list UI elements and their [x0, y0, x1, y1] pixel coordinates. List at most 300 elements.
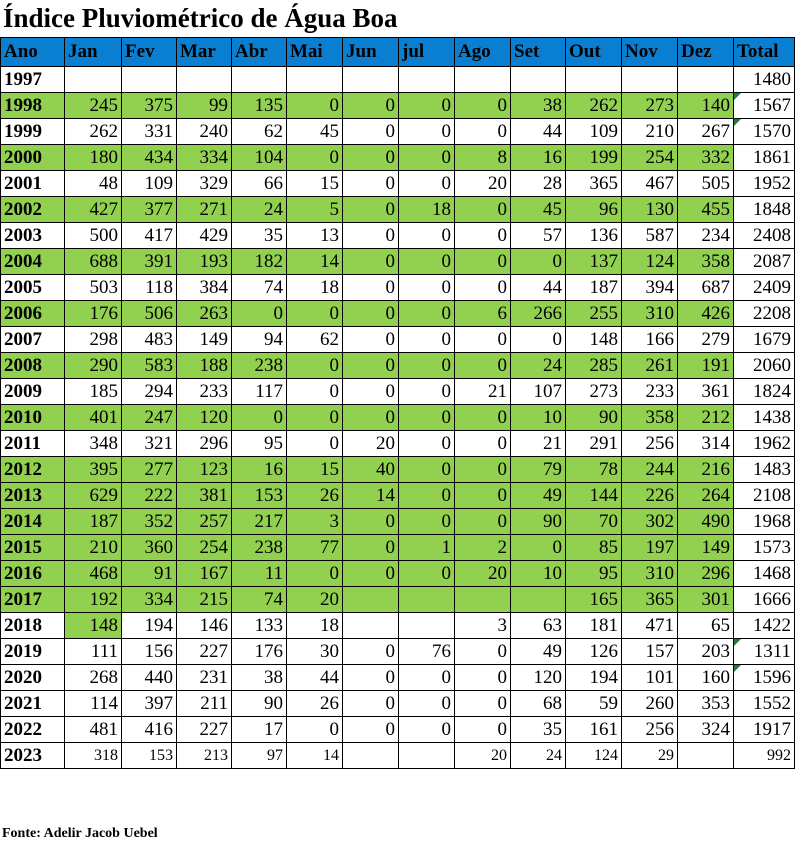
value-cell[interactable]: 44 — [511, 119, 566, 145]
value-cell[interactable]: 140 — [678, 93, 734, 119]
value-cell[interactable]: 26 — [287, 691, 343, 717]
value-cell[interactable]: 0 — [399, 223, 455, 249]
value-cell[interactable]: 429 — [177, 223, 232, 249]
value-cell[interactable]: 101 — [622, 665, 678, 691]
column-header[interactable]: jul — [399, 38, 455, 67]
value-cell[interactable] — [343, 587, 399, 613]
value-cell[interactable]: 95 — [232, 431, 287, 457]
value-cell[interactable] — [177, 67, 232, 93]
value-cell[interactable]: 394 — [622, 275, 678, 301]
value-cell[interactable]: 18 — [399, 197, 455, 223]
value-cell[interactable]: 20 — [287, 587, 343, 613]
value-cell[interactable]: 211 — [177, 691, 232, 717]
value-cell[interactable]: 0 — [343, 509, 399, 535]
value-cell[interactable]: 192 — [65, 587, 122, 613]
value-cell[interactable]: 234 — [678, 223, 734, 249]
value-cell[interactable]: 85 — [566, 535, 622, 561]
value-cell[interactable]: 0 — [399, 483, 455, 509]
value-cell[interactable]: 391 — [122, 249, 177, 275]
year-cell[interactable]: 2011 — [1, 431, 65, 457]
value-cell[interactable]: 233 — [177, 379, 232, 405]
value-cell[interactable]: 0 — [287, 561, 343, 587]
value-cell[interactable]: 0 — [343, 691, 399, 717]
value-cell[interactable] — [399, 743, 455, 769]
value-cell[interactable]: 331 — [122, 119, 177, 145]
value-cell[interactable]: 629 — [65, 483, 122, 509]
value-cell[interactable]: 0 — [343, 327, 399, 353]
value-cell[interactable]: 90 — [232, 691, 287, 717]
value-cell[interactable]: 505 — [678, 171, 734, 197]
value-cell[interactable]: 0 — [343, 93, 399, 119]
value-cell[interactable]: 255 — [566, 301, 622, 327]
value-cell[interactable]: 381 — [177, 483, 232, 509]
year-cell[interactable]: 2015 — [1, 535, 65, 561]
value-cell[interactable]: 135 — [232, 93, 287, 119]
value-cell[interactable]: 126 — [566, 639, 622, 665]
value-cell[interactable]: 310 — [622, 561, 678, 587]
value-cell[interactable]: 99 — [177, 93, 232, 119]
value-cell[interactable] — [343, 743, 399, 769]
value-cell[interactable]: 95 — [566, 561, 622, 587]
value-cell[interactable]: 0 — [455, 197, 511, 223]
value-cell[interactable]: 74 — [232, 275, 287, 301]
year-cell[interactable]: 2001 — [1, 171, 65, 197]
value-cell[interactable]: 29 — [622, 743, 678, 769]
year-cell[interactable]: 1997 — [1, 67, 65, 93]
value-cell[interactable]: 0 — [511, 535, 566, 561]
total-cell[interactable] — [734, 405, 795, 431]
value-cell[interactable]: 483 — [122, 327, 177, 353]
year-cell[interactable]: 2008 — [1, 353, 65, 379]
year-cell[interactable]: 2004 — [1, 249, 65, 275]
value-cell[interactable]: 0 — [343, 561, 399, 587]
value-cell[interactable]: 90 — [511, 509, 566, 535]
value-cell[interactable]: 0 — [287, 431, 343, 457]
value-cell[interactable]: 24 — [511, 743, 566, 769]
value-cell[interactable] — [343, 613, 399, 639]
value-cell[interactable]: 365 — [622, 587, 678, 613]
value-cell[interactable]: 185 — [65, 379, 122, 405]
value-cell[interactable]: 0 — [455, 353, 511, 379]
value-cell[interactable]: 227 — [177, 639, 232, 665]
value-cell[interactable]: 279 — [678, 327, 734, 353]
value-cell[interactable]: 187 — [566, 275, 622, 301]
value-cell[interactable]: 481 — [65, 717, 122, 743]
total-cell[interactable] — [734, 301, 795, 327]
value-cell[interactable]: 434 — [122, 145, 177, 171]
value-cell[interactable]: 587 — [622, 223, 678, 249]
value-cell[interactable] — [566, 67, 622, 93]
value-cell[interactable]: 109 — [122, 171, 177, 197]
value-cell[interactable] — [122, 67, 177, 93]
value-cell[interactable]: 365 — [566, 171, 622, 197]
value-cell[interactable]: 182 — [232, 249, 287, 275]
value-cell[interactable]: 0 — [399, 561, 455, 587]
value-cell[interactable]: 48 — [65, 171, 122, 197]
value-cell[interactable] — [511, 67, 566, 93]
value-cell[interactable]: 0 — [399, 275, 455, 301]
value-cell[interactable]: 38 — [511, 93, 566, 119]
value-cell[interactable]: 426 — [678, 301, 734, 327]
value-cell[interactable]: 0 — [343, 275, 399, 301]
value-cell[interactable]: 160 — [678, 665, 734, 691]
value-cell[interactable]: 153 — [122, 743, 177, 769]
value-cell[interactable]: 114 — [65, 691, 122, 717]
value-cell[interactable]: 76 — [399, 639, 455, 665]
value-cell[interactable]: 0 — [455, 457, 511, 483]
value-cell[interactable]: 0 — [399, 353, 455, 379]
value-cell[interactable]: 70 — [566, 509, 622, 535]
value-cell[interactable]: 20 — [455, 171, 511, 197]
value-cell[interactable]: 118 — [122, 275, 177, 301]
value-cell[interactable]: 15 — [287, 457, 343, 483]
total-cell[interactable] — [734, 509, 795, 535]
year-cell[interactable]: 1998 — [1, 93, 65, 119]
value-cell[interactable]: 0 — [343, 197, 399, 223]
value-cell[interactable]: 199 — [566, 145, 622, 171]
value-cell[interactable]: 77 — [287, 535, 343, 561]
value-cell[interactable]: 263 — [177, 301, 232, 327]
value-cell[interactable] — [287, 67, 343, 93]
value-cell[interactable]: 296 — [177, 431, 232, 457]
value-cell[interactable]: 0 — [399, 405, 455, 431]
value-cell[interactable]: 267 — [678, 119, 734, 145]
value-cell[interactable]: 96 — [566, 197, 622, 223]
year-cell[interactable]: 2016 — [1, 561, 65, 587]
value-cell[interactable]: 18 — [287, 275, 343, 301]
value-cell[interactable]: 57 — [511, 223, 566, 249]
value-cell[interactable]: 0 — [399, 379, 455, 405]
value-cell[interactable]: 358 — [622, 405, 678, 431]
value-cell[interactable]: 296 — [678, 561, 734, 587]
value-cell[interactable]: 215 — [177, 587, 232, 613]
value-cell[interactable]: 0 — [343, 171, 399, 197]
year-cell[interactable]: 2012 — [1, 457, 65, 483]
value-cell[interactable]: 156 — [122, 639, 177, 665]
year-cell[interactable]: 2013 — [1, 483, 65, 509]
value-cell[interactable]: 1 — [399, 535, 455, 561]
value-cell[interactable]: 91 — [122, 561, 177, 587]
value-cell[interactable]: 21 — [455, 379, 511, 405]
value-cell[interactable]: 2 — [455, 535, 511, 561]
value-cell[interactable]: 0 — [343, 717, 399, 743]
value-cell[interactable]: 0 — [455, 509, 511, 535]
value-cell[interactable]: 194 — [566, 665, 622, 691]
year-cell[interactable]: 2006 — [1, 301, 65, 327]
value-cell[interactable]: 467 — [622, 171, 678, 197]
total-cell[interactable] — [734, 665, 795, 691]
value-cell[interactable]: 273 — [622, 93, 678, 119]
total-cell[interactable] — [734, 743, 795, 769]
value-cell[interactable] — [399, 613, 455, 639]
value-cell[interactable] — [455, 587, 511, 613]
value-cell[interactable]: 290 — [65, 353, 122, 379]
value-cell[interactable]: 38 — [232, 665, 287, 691]
value-cell[interactable]: 0 — [399, 665, 455, 691]
year-cell[interactable]: 2017 — [1, 587, 65, 613]
column-header[interactable]: Total — [734, 38, 795, 67]
year-cell[interactable]: 1999 — [1, 119, 65, 145]
value-cell[interactable]: 149 — [678, 535, 734, 561]
value-cell[interactable]: 0 — [455, 327, 511, 353]
value-cell[interactable]: 165 — [566, 587, 622, 613]
value-cell[interactable]: 0 — [399, 93, 455, 119]
column-header[interactable]: Fev — [122, 38, 177, 67]
value-cell[interactable]: 137 — [566, 249, 622, 275]
value-cell[interactable]: 17 — [232, 717, 287, 743]
value-cell[interactable]: 262 — [566, 93, 622, 119]
total-cell[interactable] — [734, 587, 795, 613]
value-cell[interactable]: 401 — [65, 405, 122, 431]
value-cell[interactable]: 24 — [232, 197, 287, 223]
column-header[interactable]: Mar — [177, 38, 232, 67]
value-cell[interactable] — [65, 67, 122, 93]
value-cell[interactable]: 468 — [65, 561, 122, 587]
value-cell[interactable]: 167 — [177, 561, 232, 587]
value-cell[interactable]: 148 — [566, 327, 622, 353]
value-cell[interactable]: 217 — [232, 509, 287, 535]
column-header[interactable]: Set — [511, 38, 566, 67]
value-cell[interactable]: 136 — [566, 223, 622, 249]
value-cell[interactable]: 35 — [232, 223, 287, 249]
value-cell[interactable]: 352 — [122, 509, 177, 535]
value-cell[interactable]: 471 — [622, 613, 678, 639]
value-cell[interactable]: 233 — [622, 379, 678, 405]
value-cell[interactable]: 193 — [177, 249, 232, 275]
value-cell[interactable]: 20 — [343, 431, 399, 457]
value-cell[interactable]: 0 — [399, 171, 455, 197]
value-cell[interactable]: 0 — [399, 301, 455, 327]
value-cell[interactable]: 0 — [399, 249, 455, 275]
total-cell[interactable] — [734, 379, 795, 405]
value-cell[interactable]: 329 — [177, 171, 232, 197]
value-cell[interactable]: 40 — [343, 457, 399, 483]
value-cell[interactable]: 45 — [287, 119, 343, 145]
value-cell[interactable]: 238 — [232, 353, 287, 379]
value-cell[interactable]: 321 — [122, 431, 177, 457]
value-cell[interactable]: 120 — [177, 405, 232, 431]
value-cell[interactable]: 0 — [343, 119, 399, 145]
value-cell[interactable]: 348 — [65, 431, 122, 457]
column-header[interactable]: Dez — [678, 38, 734, 67]
total-cell[interactable] — [734, 145, 795, 171]
value-cell[interactable]: 268 — [65, 665, 122, 691]
value-cell[interactable]: 66 — [232, 171, 287, 197]
total-cell[interactable] — [734, 93, 795, 119]
value-cell[interactable]: 256 — [622, 717, 678, 743]
column-header[interactable]: Jun — [343, 38, 399, 67]
value-cell[interactable]: 231 — [177, 665, 232, 691]
value-cell[interactable] — [455, 67, 511, 93]
value-cell[interactable]: 49 — [511, 483, 566, 509]
value-cell[interactable]: 109 — [566, 119, 622, 145]
value-cell[interactable]: 21 — [511, 431, 566, 457]
total-cell[interactable] — [734, 67, 795, 93]
column-header[interactable]: Jan — [65, 38, 122, 67]
value-cell[interactable]: 397 — [122, 691, 177, 717]
value-cell[interactable]: 266 — [511, 301, 566, 327]
value-cell[interactable]: 146 — [177, 613, 232, 639]
value-cell[interactable]: 5 — [287, 197, 343, 223]
value-cell[interactable]: 197 — [622, 535, 678, 561]
value-cell[interactable]: 20 — [455, 743, 511, 769]
value-cell[interactable]: 244 — [622, 457, 678, 483]
value-cell[interactable]: 63 — [511, 613, 566, 639]
value-cell[interactable]: 124 — [566, 743, 622, 769]
value-cell[interactable]: 120 — [511, 665, 566, 691]
value-cell[interactable]: 62 — [232, 119, 287, 145]
value-cell[interactable]: 187 — [65, 509, 122, 535]
value-cell[interactable]: 24 — [511, 353, 566, 379]
value-cell[interactable]: 506 — [122, 301, 177, 327]
value-cell[interactable]: 0 — [455, 275, 511, 301]
value-cell[interactable]: 6 — [455, 301, 511, 327]
value-cell[interactable]: 65 — [678, 613, 734, 639]
total-cell[interactable] — [734, 119, 795, 145]
value-cell[interactable]: 254 — [177, 535, 232, 561]
value-cell[interactable]: 216 — [678, 457, 734, 483]
year-cell[interactable]: 2005 — [1, 275, 65, 301]
value-cell[interactable]: 0 — [455, 119, 511, 145]
value-cell[interactable]: 157 — [622, 639, 678, 665]
column-header[interactable]: Mai — [287, 38, 343, 67]
value-cell[interactable]: 688 — [65, 249, 122, 275]
column-header[interactable]: Abr — [232, 38, 287, 67]
total-cell[interactable] — [734, 535, 795, 561]
value-cell[interactable]: 144 — [566, 483, 622, 509]
value-cell[interactable]: 44 — [511, 275, 566, 301]
value-cell[interactable]: 0 — [287, 405, 343, 431]
value-cell[interactable]: 245 — [65, 93, 122, 119]
value-cell[interactable]: 0 — [343, 535, 399, 561]
value-cell[interactable]: 176 — [65, 301, 122, 327]
value-cell[interactable]: 324 — [678, 717, 734, 743]
value-cell[interactable]: 500 — [65, 223, 122, 249]
value-cell[interactable]: 353 — [678, 691, 734, 717]
value-cell[interactable] — [678, 67, 734, 93]
value-cell[interactable]: 79 — [511, 457, 566, 483]
value-cell[interactable]: 440 — [122, 665, 177, 691]
value-cell[interactable]: 0 — [287, 93, 343, 119]
value-cell[interactable]: 0 — [399, 457, 455, 483]
year-cell[interactable]: 2002 — [1, 197, 65, 223]
value-cell[interactable]: 18 — [287, 613, 343, 639]
value-cell[interactable]: 0 — [343, 405, 399, 431]
value-cell[interactable]: 318 — [65, 743, 122, 769]
value-cell[interactable]: 0 — [399, 431, 455, 457]
value-cell[interactable]: 16 — [232, 457, 287, 483]
value-cell[interactable]: 133 — [232, 613, 287, 639]
value-cell[interactable]: 0 — [399, 145, 455, 171]
year-cell[interactable]: 2010 — [1, 405, 65, 431]
value-cell[interactable]: 213 — [177, 743, 232, 769]
value-cell[interactable]: 0 — [455, 223, 511, 249]
value-cell[interactable]: 194 — [122, 613, 177, 639]
column-header[interactable]: Ago — [455, 38, 511, 67]
value-cell[interactable]: 395 — [65, 457, 122, 483]
total-cell[interactable] — [734, 223, 795, 249]
value-cell[interactable]: 8 — [455, 145, 511, 171]
total-cell[interactable] — [734, 613, 795, 639]
value-cell[interactable]: 124 — [622, 249, 678, 275]
value-cell[interactable]: 13 — [287, 223, 343, 249]
year-cell[interactable]: 2019 — [1, 639, 65, 665]
value-cell[interactable]: 298 — [65, 327, 122, 353]
value-cell[interactable]: 301 — [678, 587, 734, 613]
value-cell[interactable]: 0 — [455, 639, 511, 665]
value-cell[interactable]: 10 — [511, 561, 566, 587]
value-cell[interactable]: 427 — [65, 197, 122, 223]
value-cell[interactable]: 107 — [511, 379, 566, 405]
value-cell[interactable]: 210 — [622, 119, 678, 145]
value-cell[interactable]: 180 — [65, 145, 122, 171]
value-cell[interactable]: 227 — [177, 717, 232, 743]
value-cell[interactable]: 15 — [287, 171, 343, 197]
value-cell[interactable]: 3 — [287, 509, 343, 535]
value-cell[interactable]: 0 — [232, 301, 287, 327]
year-cell[interactable]: 2022 — [1, 717, 65, 743]
value-cell[interactable]: 0 — [455, 483, 511, 509]
value-cell[interactable]: 687 — [678, 275, 734, 301]
column-header[interactable]: Ano — [1, 38, 65, 67]
value-cell[interactable]: 59 — [566, 691, 622, 717]
value-cell[interactable]: 416 — [122, 717, 177, 743]
value-cell[interactable]: 44 — [287, 665, 343, 691]
total-cell[interactable] — [734, 457, 795, 483]
value-cell[interactable]: 0 — [343, 639, 399, 665]
value-cell[interactable]: 203 — [678, 639, 734, 665]
total-cell[interactable] — [734, 691, 795, 717]
value-cell[interactable]: 358 — [678, 249, 734, 275]
year-cell[interactable]: 2007 — [1, 327, 65, 353]
value-cell[interactable] — [678, 743, 734, 769]
value-cell[interactable]: 148 — [65, 613, 122, 639]
total-cell[interactable] — [734, 561, 795, 587]
value-cell[interactable]: 0 — [399, 717, 455, 743]
value-cell[interactable]: 226 — [622, 483, 678, 509]
value-cell[interactable]: 161 — [566, 717, 622, 743]
total-cell[interactable] — [734, 639, 795, 665]
value-cell[interactable]: 78 — [566, 457, 622, 483]
total-cell[interactable] — [734, 275, 795, 301]
value-cell[interactable] — [511, 587, 566, 613]
value-cell[interactable]: 310 — [622, 301, 678, 327]
value-cell[interactable]: 0 — [287, 379, 343, 405]
value-cell[interactable]: 212 — [678, 405, 734, 431]
value-cell[interactable]: 0 — [455, 717, 511, 743]
value-cell[interactable]: 0 — [399, 691, 455, 717]
value-cell[interactable]: 302 — [622, 509, 678, 535]
value-cell[interactable]: 375 — [122, 93, 177, 119]
total-cell[interactable] — [734, 171, 795, 197]
value-cell[interactable]: 0 — [287, 717, 343, 743]
value-cell[interactable]: 0 — [455, 431, 511, 457]
value-cell[interactable]: 35 — [511, 717, 566, 743]
value-cell[interactable]: 291 — [566, 431, 622, 457]
value-cell[interactable]: 334 — [122, 587, 177, 613]
year-cell[interactable]: 2000 — [1, 145, 65, 171]
value-cell[interactable]: 0 — [232, 405, 287, 431]
value-cell[interactable]: 503 — [65, 275, 122, 301]
value-cell[interactable]: 361 — [678, 379, 734, 405]
value-cell[interactable]: 45 — [511, 197, 566, 223]
value-cell[interactable]: 20 — [455, 561, 511, 587]
year-cell[interactable]: 2018 — [1, 613, 65, 639]
value-cell[interactable]: 254 — [622, 145, 678, 171]
year-cell[interactable]: 2003 — [1, 223, 65, 249]
year-cell[interactable]: 2009 — [1, 379, 65, 405]
value-cell[interactable]: 384 — [177, 275, 232, 301]
